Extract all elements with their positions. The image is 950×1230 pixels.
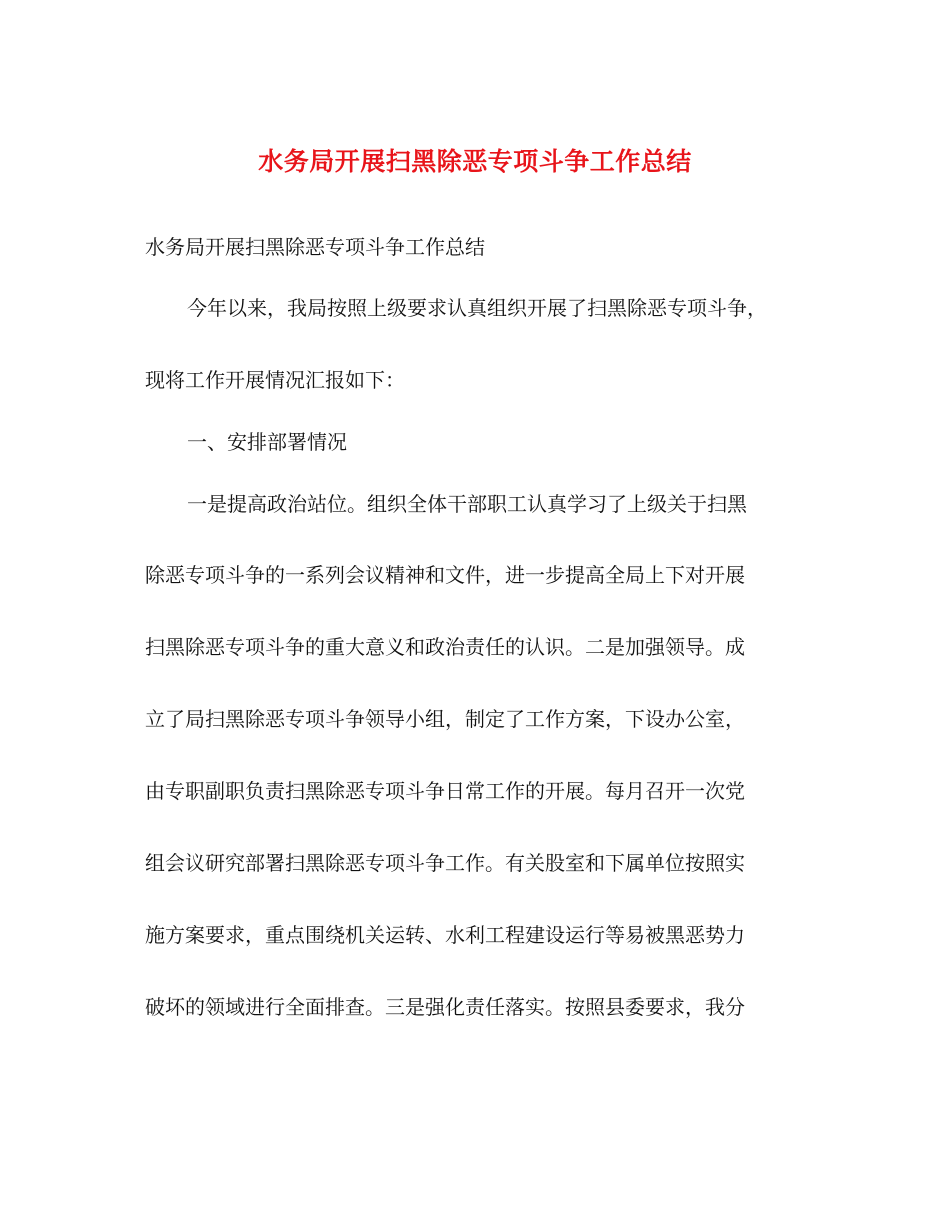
paragraph-line: 除恶专项斗争的一系列会议精神和文件，进一步提高全局上下对开展 xyxy=(145,563,745,587)
paragraph-line: 施方案要求，重点围绕机关运转、水利工程建设运行等易被黑恶势力 xyxy=(145,923,745,947)
paragraph-line: 扫黑除恶专项斗争的重大意义和政治责任的认识。二是加强领导。成 xyxy=(145,635,745,659)
document-title: 水务局开展扫黑除恶专项斗争工作总结 xyxy=(258,147,692,176)
paragraph-line: 一是提高政治站位。组织全体干部职工认真学习了上级关于扫黑 xyxy=(187,492,747,516)
paragraph-line: 现将工作开展情况汇报如下： xyxy=(145,368,405,392)
paragraph-line: 组会议研究部署扫黑除恶专项斗争工作。有关股室和下属单位按照实 xyxy=(145,851,745,875)
subtitle-line: 水务局开展扫黑除恶专项斗争工作总结 xyxy=(145,235,485,259)
paragraph-line: 破坏的领域进行全面排查。三是强化责任落实。按照县委要求，我分 xyxy=(145,995,745,1019)
paragraph-line: 由专职副职负责扫黑除恶专项斗争日常工作的开展。每月召开一次党 xyxy=(145,779,745,803)
section-heading: 一、安排部署情况 xyxy=(187,430,347,454)
paragraph-line: 今年以来，我局按照上级要求认真组织开展了扫黑除恶专项斗争， xyxy=(187,296,767,320)
paragraph-line: 立了局扫黑除恶专项斗争领导小组，制定了工作方案，下设办公室， xyxy=(145,707,745,731)
